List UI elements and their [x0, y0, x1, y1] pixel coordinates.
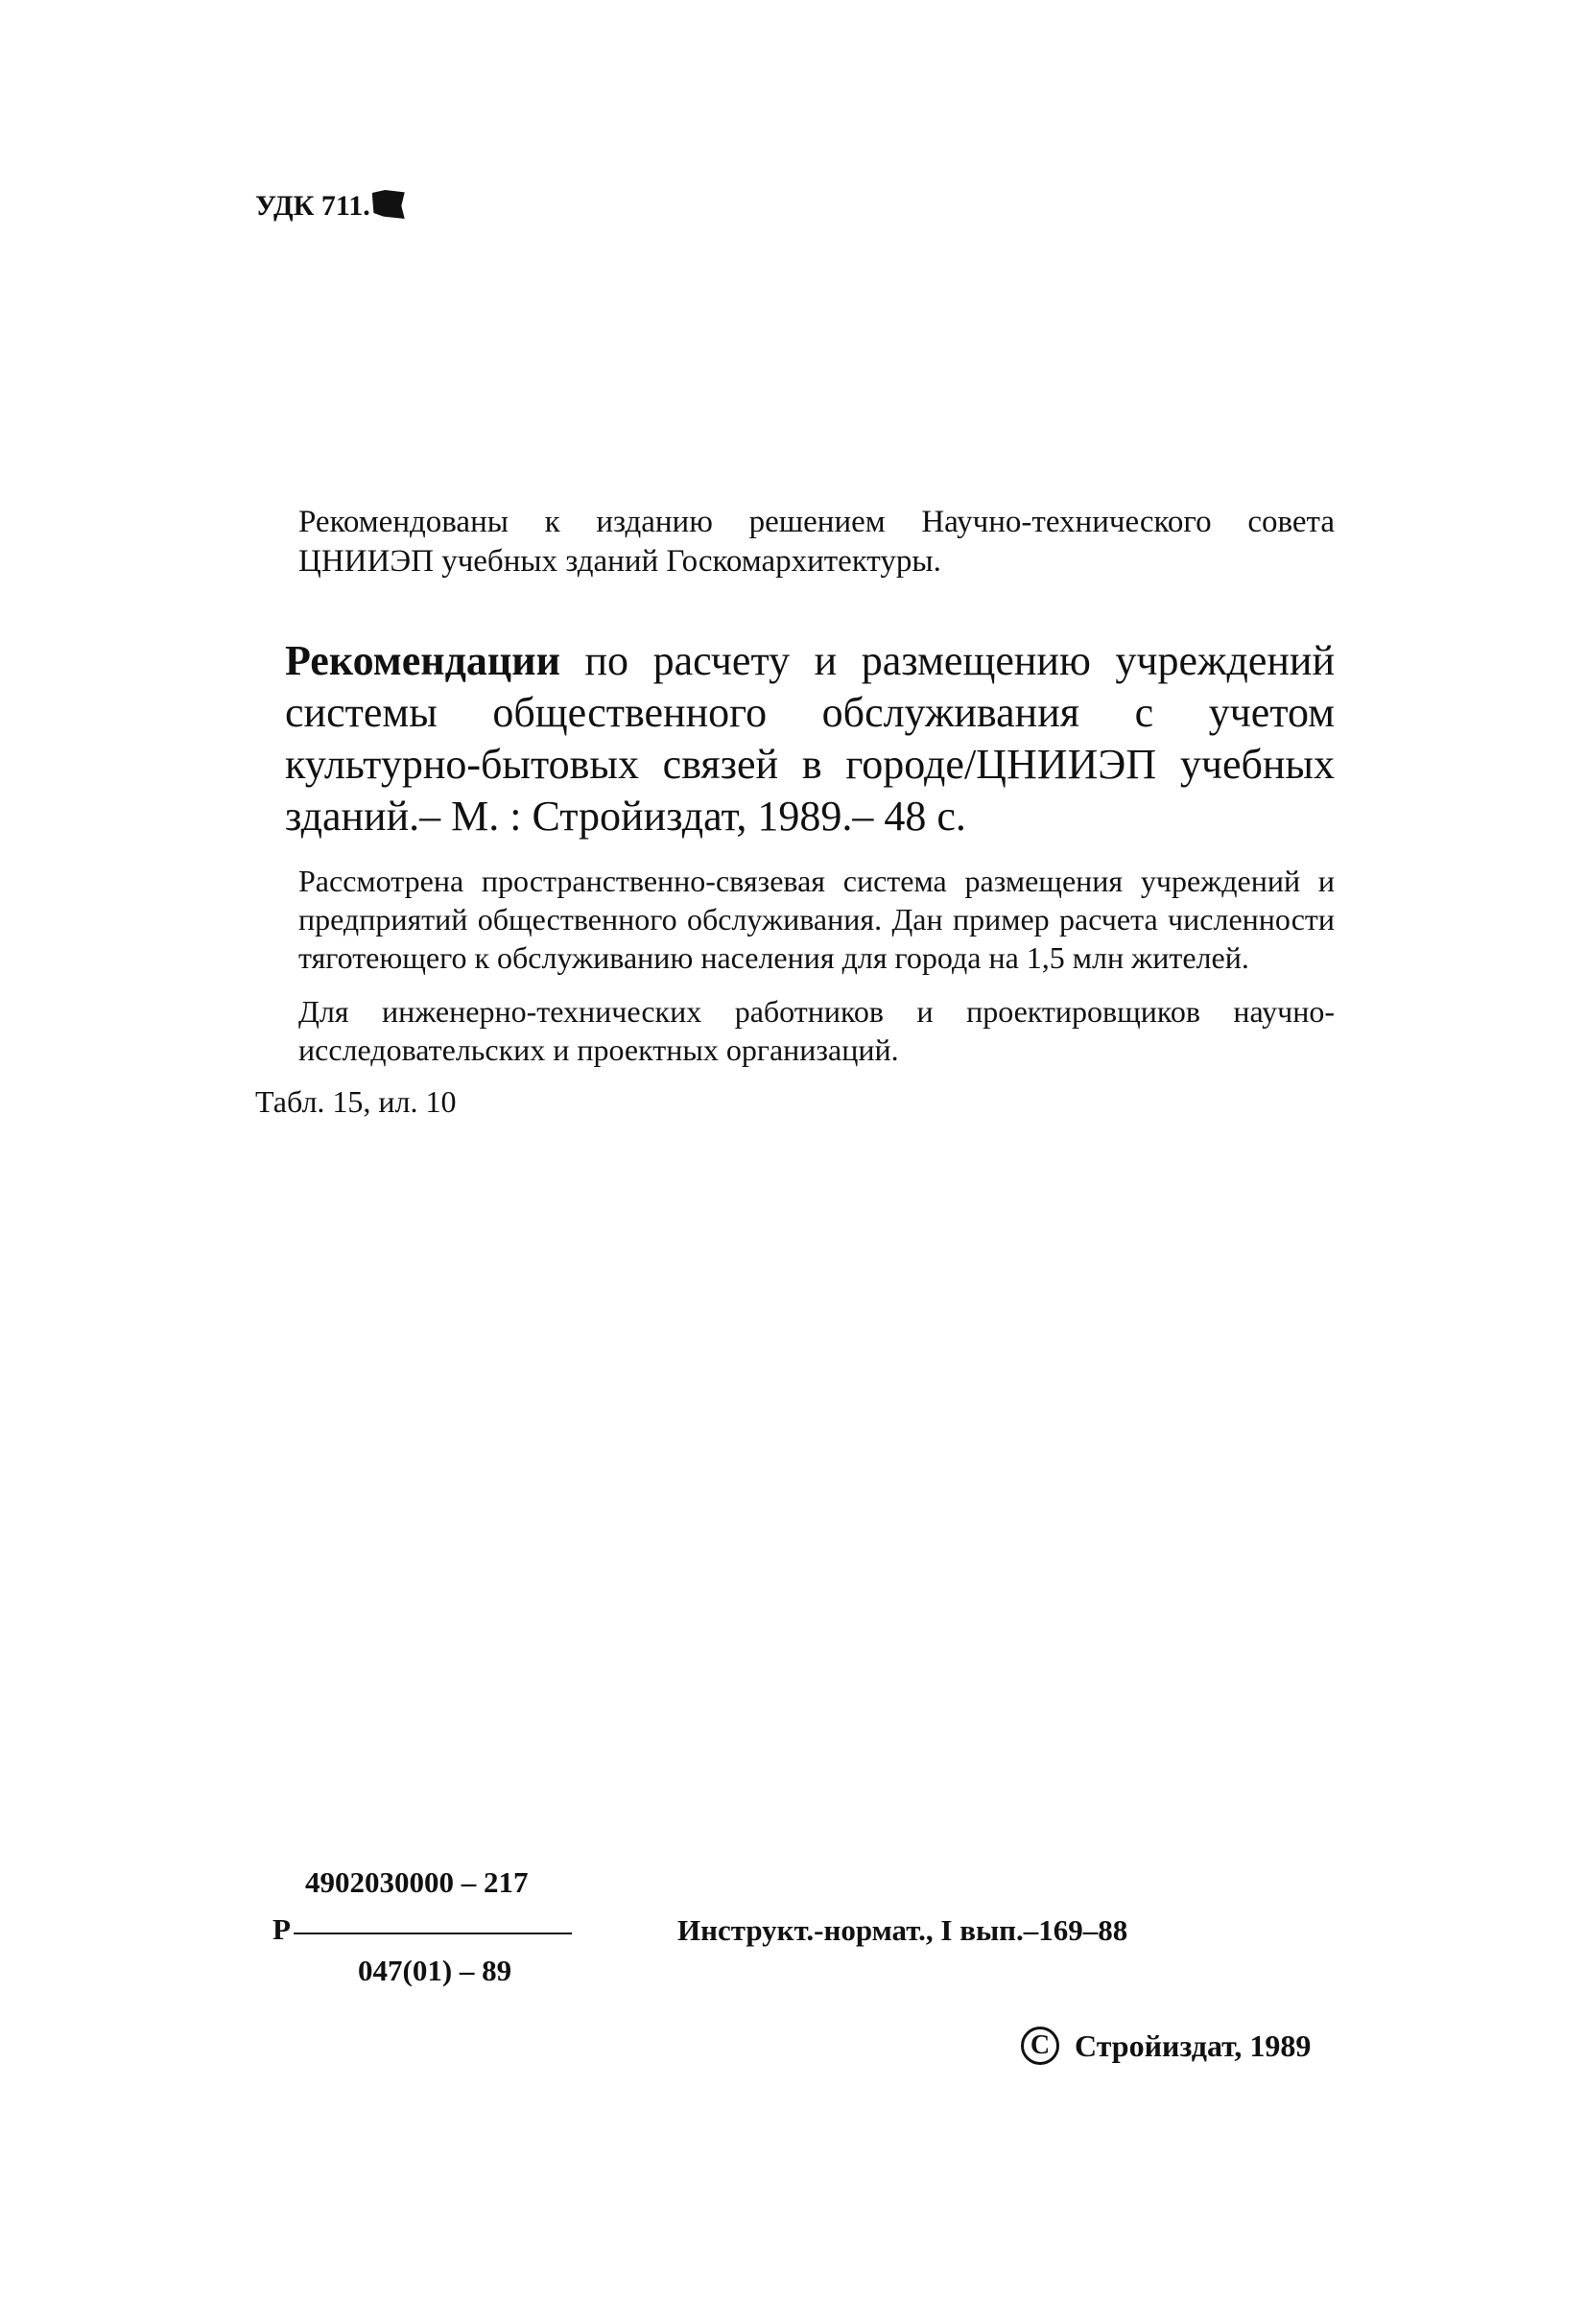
citation-body: по расчету и размещению учреждений системы общественного обслуживания с учетом культурно-бытовых связей в городе/ЦНИИЭП учебных зданий.– М. : Стройиздат, 1989.– 48 с. [285, 637, 1335, 840]
bbk-fraction-line [294, 1933, 572, 1934]
citation-title-word: Рекомендации [285, 637, 560, 684]
copyright-line [1021, 2027, 1311, 2065]
udk-label: УДК 711. [255, 190, 370, 222]
instruction-reference: Инструкт.-нормат., I вып.–169–88 [677, 1913, 1128, 1947]
abstract-paragraph: Рассмотрена пространственно-связевая система размещения учреждений и предприятий общественного обслуживания. Дан пример расчета численности тяготеющего к обслуживанию населения для города на 1,5 млн жителей. [298, 864, 1335, 975]
bibliographic-citation [285, 635, 1335, 842]
bbk-prefix: Р [272, 1912, 291, 1946]
audience-paragraph: Для инженерно-технических работников и проектировщиков научно-исследовательских и проектных организаций. [298, 994, 1335, 1067]
tables-illustrations-count: Табл. 15, ил. 10 [255, 1084, 457, 1119]
copyright-holder: Стройиздат, 1989 [1075, 2028, 1312, 2063]
udk-ink-blot [372, 190, 405, 219]
copyright-icon: C [1021, 2027, 1059, 2065]
bbk-denominator: 047(01) – 89 [358, 1954, 512, 1987]
recommendation-note: Рекомендованы к изданию решением Научно-технического совета ЦНИИЭП учебных зданий Госкомархитектуры. [298, 505, 1335, 579]
udk-code [255, 190, 405, 223]
bbk-numerator: 4902030000 – 217 [305, 1865, 529, 1899]
